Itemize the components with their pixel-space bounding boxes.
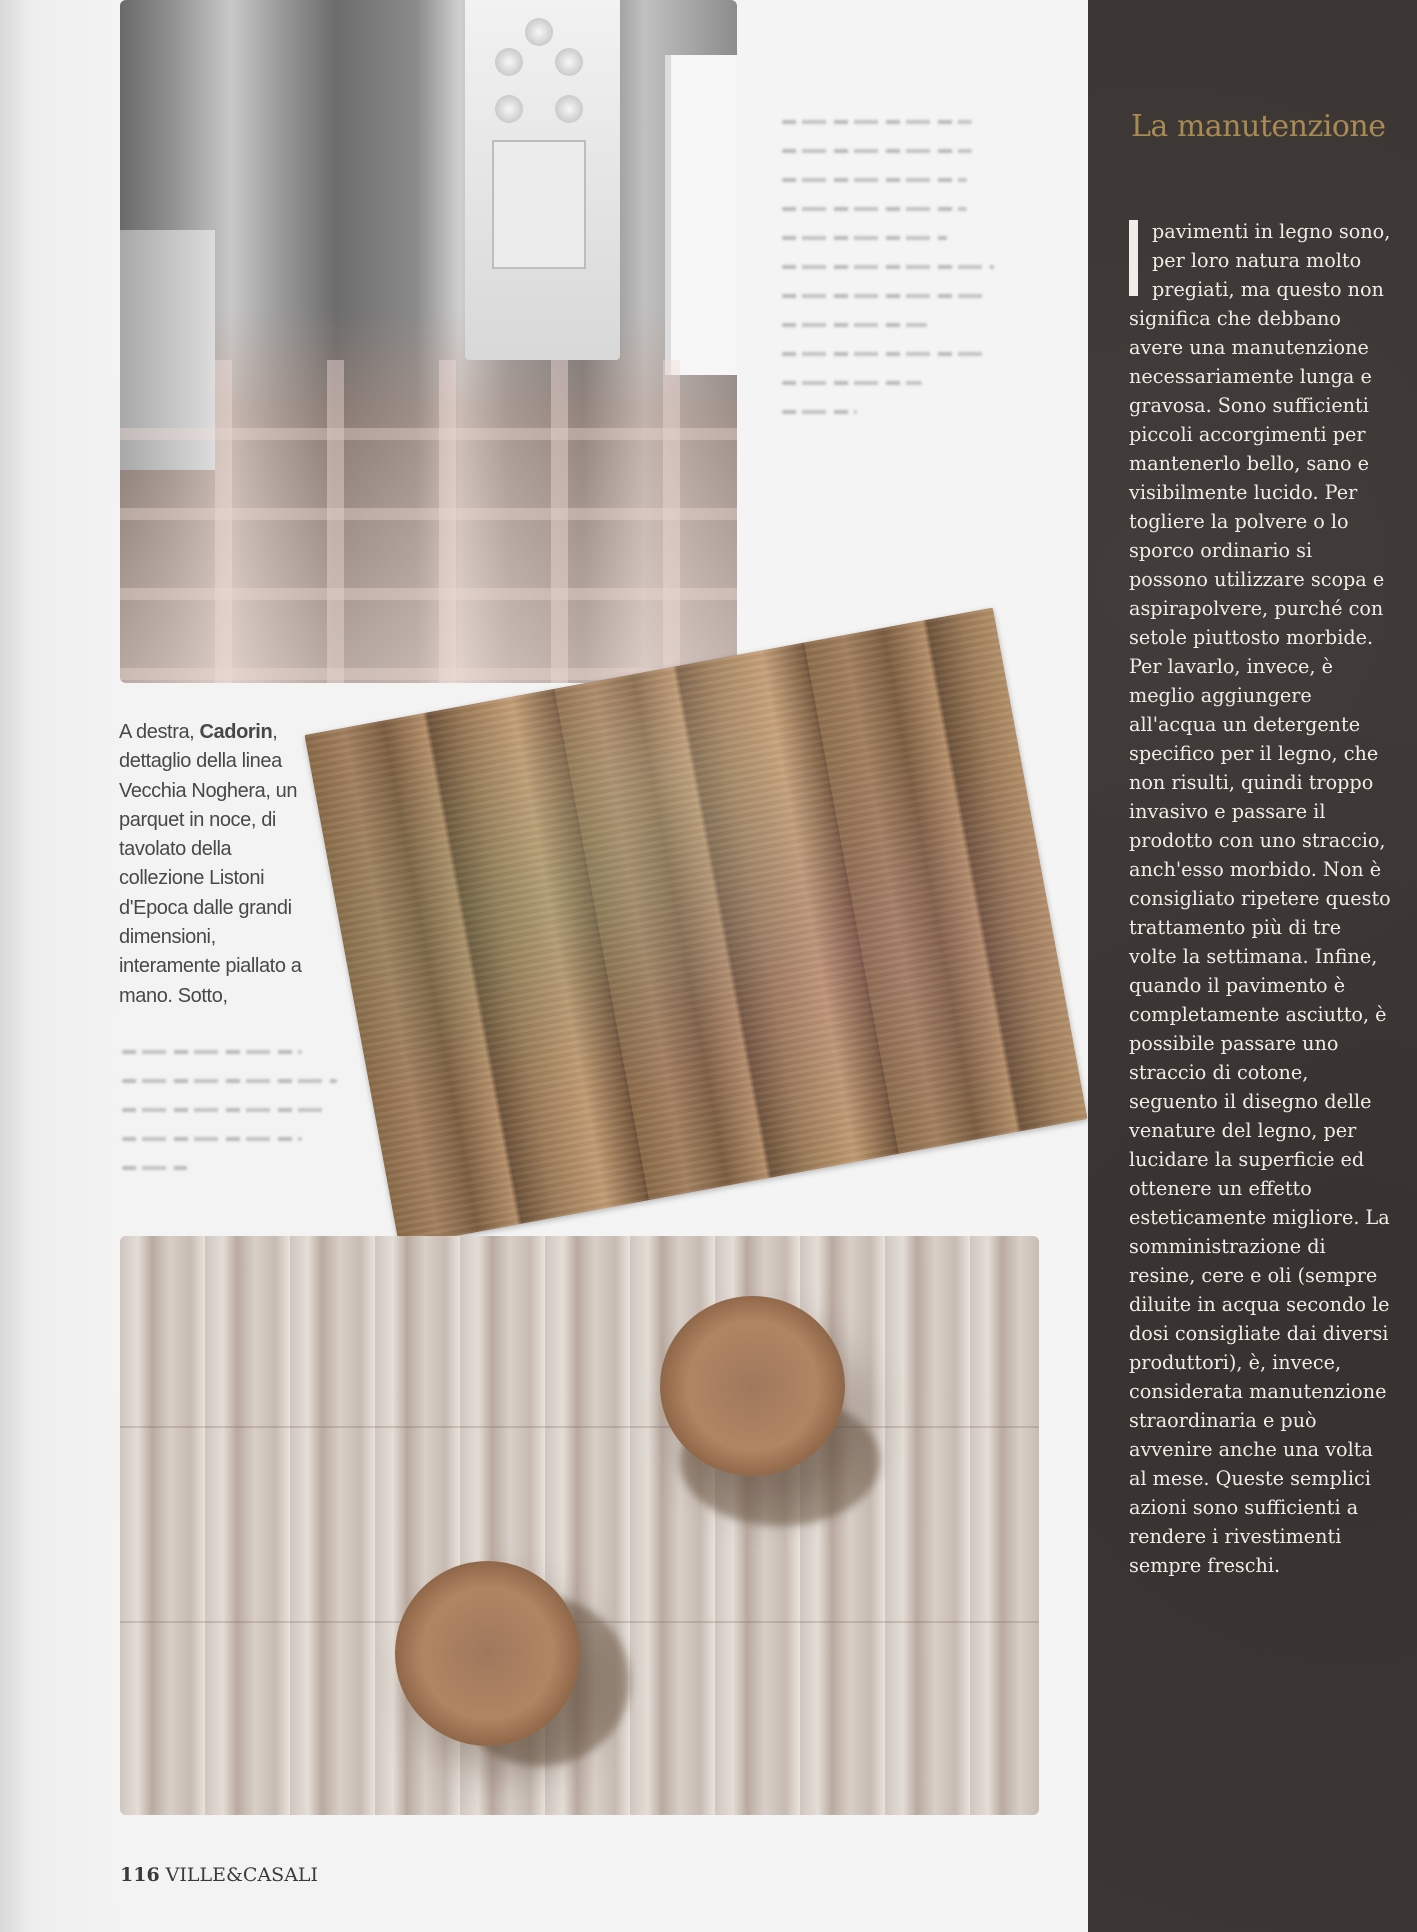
wooden-bowl-shape	[660, 1296, 845, 1476]
door-knob-shape	[495, 95, 523, 123]
wooden-bowls-photo	[120, 1236, 1039, 1815]
caption-text: , dettaglio della linea Vecchia Noghera, un parquet in noce, di tavolato della collezione Listoni d'Epoca dalle grandi dimensioni, interamente piallato a mano. Sotto,	[119, 721, 302, 1007]
wood-floor-photo	[304, 608, 1087, 1247]
sidebar-body-text: pavimenti in legno sono, per loro natura molto pregiati, ma questo non significa che debbano avere una manutenzione necessariamente lunga e gravosa. Sono sufficienti piccoli accorgimenti per mantenerlo bello, sano e visibilmente lucido. Per togliere la polvere o lo sporco ordinario si possono utilizzare scopa e aspirapolvere, purché con setole piuttosto morbide. Per lavarlo, invece, è meglio aggiungere all'acqua un detergente specifico per il legno, che non risulti, quindi troppo invasivo e passare il prodotto con uno straccio, anch'esso morbido. Non è consigliato ripetere questo trattamento più di tre volte la settimana. Infine, quando il pavimento è completamente asciutto, è possibile passare uno straccio di cotone, seguento il disegno delle venature del legno, per lucidare la superficie ed ottenere un effetto esteticamente migliore. La somministrazione di resine, cere e oli (sempre diluite in acqua secondo le dosi consigliate dai diversi produttori), è, invece, considerata manutenzione straordinaria e può avvenire anche una volta al mese. Queste semplici azioni sono sufficienti a rendere i rivestimenti sempre freschi.	[1129, 220, 1391, 1577]
wooden-bowl-shape	[395, 1561, 580, 1746]
blurred-caption-bottom	[122, 1050, 342, 1195]
door-knob-shape	[525, 18, 553, 46]
door-knob-shape	[495, 48, 523, 76]
tiled-floor-shape	[120, 360, 737, 683]
door-knob-shape	[555, 48, 583, 76]
window-shape	[665, 55, 737, 375]
page-number: 116	[120, 1864, 160, 1886]
page-footer	[120, 1864, 318, 1886]
plank-seam	[120, 1426, 1039, 1428]
magazine-name: VILLE&CASALI	[165, 1864, 319, 1886]
drop-cap-i	[1129, 220, 1138, 296]
blurred-caption-top	[782, 120, 997, 439]
caption-brand: Cadorin	[199, 721, 273, 743]
sidebar-title: La manutenzione	[1131, 109, 1386, 144]
wood-grain-texture	[304, 608, 1087, 1247]
caption-prefix: A destra,	[119, 721, 200, 743]
sidebar-body	[1129, 217, 1391, 1580]
interior-photo	[120, 0, 737, 683]
photo-caption	[119, 718, 319, 1011]
door-knob-shape	[555, 95, 583, 123]
door-panel-shape	[492, 140, 586, 269]
